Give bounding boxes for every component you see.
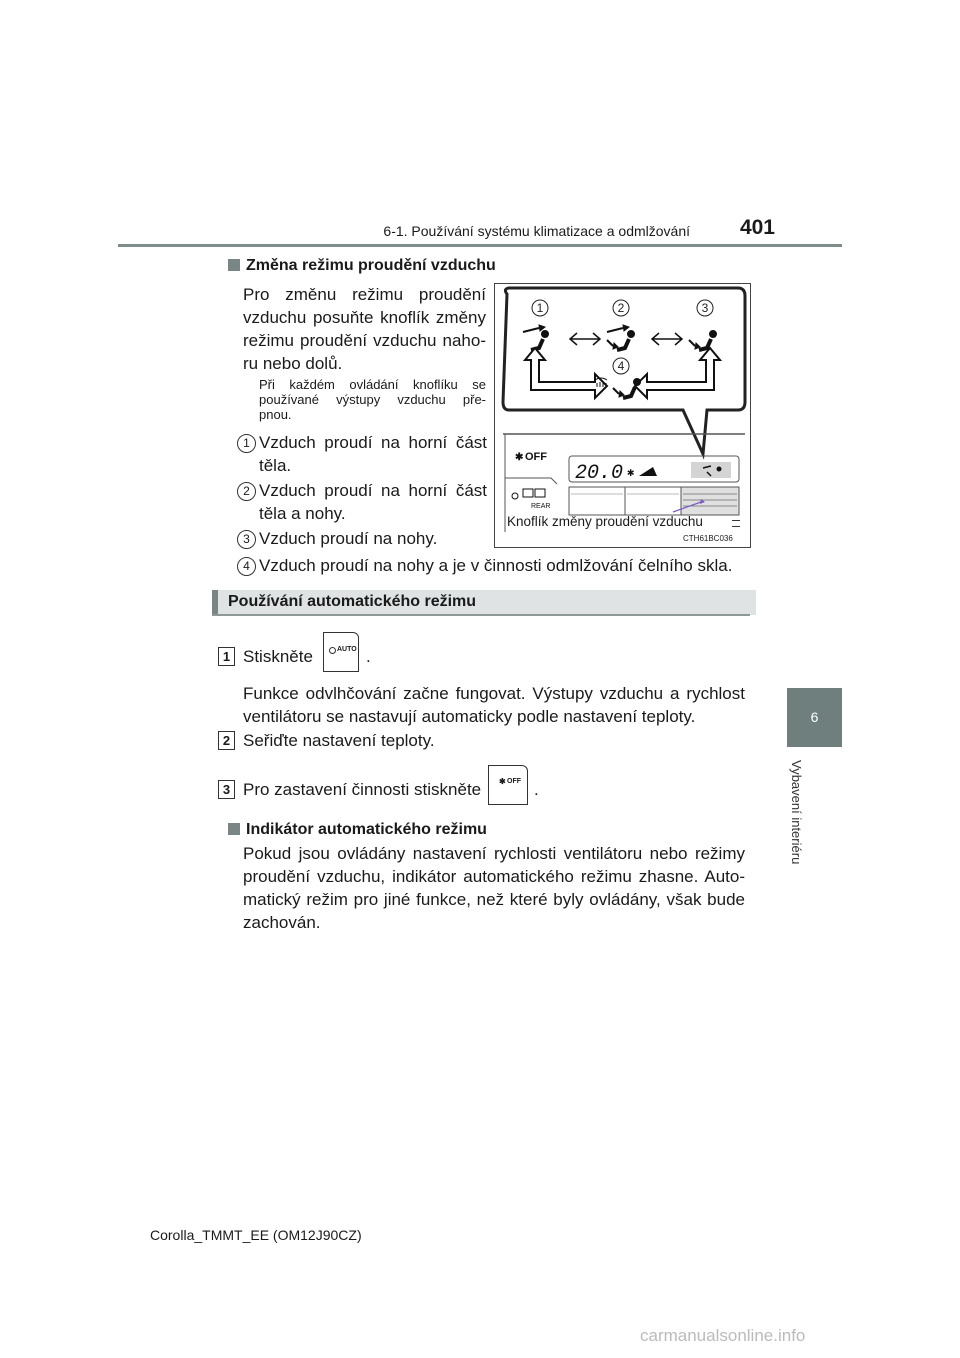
caption-leader [732,520,740,521]
chapter-tab-text: Vybavení interiéru [789,760,804,865]
rear-defog-button [512,489,550,510]
item-text [259,479,487,525]
banner-underline [212,614,750,616]
slider-track [569,487,739,515]
airflow-diagram [495,284,750,547]
step-text: Pro zastavení činnosti stiskněte [243,780,482,799]
fan-bar-icon [639,467,657,476]
callout-number-4: 4 [617,359,625,373]
callout-number-2: 2 [617,301,625,315]
page-number: 401 [739,216,775,239]
description-line: ventilátoru se nastavují automaticky podle nastavení teploty. [243,707,696,726]
step-text: Stiskněte [243,647,313,666]
section-title: Změna režimu proudění vzduchu [246,257,496,274]
step-number: 2 [218,731,235,750]
item-text: Vzduch proudí na nohy a je v činnosti odmlžování čelního skla. [259,556,733,575]
section-bullet-icon [228,823,240,835]
note-text [259,377,486,422]
indicator-light-icon [329,647,336,654]
auto-label: AUTO [337,646,357,653]
item-number: 3 [237,530,256,549]
callout-number-3: 3 [701,301,709,315]
item-text: Vzduch proudí na nohy. [259,529,438,548]
note-line: používané výstupy vzduchu pře- [259,392,486,407]
note-line: pnou. [259,407,292,422]
fan-off-button [515,451,547,463]
watermark: carmanualsonline.info [640,1326,806,1345]
caption-leader [732,526,740,527]
chapter-tab-number: 6 [787,688,842,747]
step-text: Seřiďte nastavení teploty. [243,731,435,750]
note-line: Při každém ovládání knoflíku se [259,377,486,392]
auto-indicator-paragraph [243,842,745,934]
temp-readout: 20.0 [575,462,624,485]
header-rule [118,244,842,247]
intro-line: Pro změnu režimu proudění [243,285,486,304]
footer-model: Corolla_TMMT_EE (OM12J90CZ) [150,1227,362,1243]
figure-code: CTH61BC036 [683,534,733,543]
step-punct: . [534,780,539,799]
intro-paragraph [243,283,486,375]
off-label: OFF [525,451,547,463]
section-header: 6-1. Používání systému klimatizace a odmlžování [383,223,690,239]
intro-line: ru nebo dolů. [243,354,343,373]
step-description [243,682,745,728]
item-number: 4 [237,557,256,576]
banner-title: Používání automatického režimu [228,593,477,610]
item-number: 2 [237,482,256,501]
item-line: těla. [259,456,292,475]
chapter-tab-label [789,760,824,880]
step-number: 1 [218,647,235,666]
section-bullet-icon [228,259,240,271]
airflow-figure [494,283,751,548]
description-line: Funkce odvlhčování začne fungovat. Výstupy vzduchu a rychlost [243,684,745,703]
fan-icon: ✱ [627,466,635,480]
step-punct: . [366,647,371,666]
intro-line: vzduchu posuňte knoflík změny [243,308,486,327]
off-label: OFF [507,778,521,785]
step-number: 3 [218,780,235,799]
knob-caption: Knoflík změny proudění vzduchu [507,514,703,529]
auto-button-icon [323,632,359,672]
paragraph-line: proudění vzduchu, indikátor automatického režimu zhasne. Auto- [243,867,745,886]
paragraph-line: matický režim pro jiné funkce, než které byly ovládány, však bude [243,890,745,909]
paragraph-line: Pokud jsou ovládány nastavení rychlosti ventilátoru nebo režimy [243,844,745,863]
fan-icon: ✱ [499,777,506,786]
paragraph-line: zachován. [243,913,321,932]
item-text [259,431,487,477]
item-line: těla a nohy. [259,504,346,523]
section-banner [212,590,756,615]
rear-label: REAR [531,503,551,510]
off-button-icon [488,765,528,805]
section-title: Indikátor automatického režimu [246,821,487,838]
item-number: 1 [237,434,256,453]
intro-line: režimu proudění vzduchu naho- [243,331,486,350]
callout-number-1: 1 [536,301,544,315]
svg-text:✱: ✱ [515,452,524,463]
item-line: Vzduch proudí na horní část [259,481,487,500]
item-line: Vzduch proudí na horní část [259,433,487,452]
